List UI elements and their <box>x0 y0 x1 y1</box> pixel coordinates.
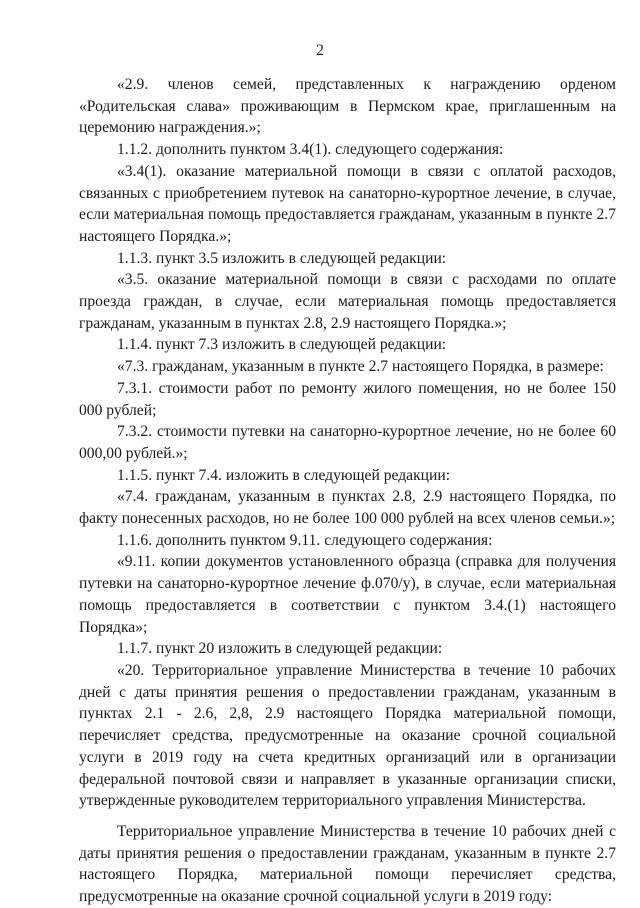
paragraph-1-1-3: 1.1.3. пункт 3.5 изложить в следующей редакции: <box>117 249 447 267</box>
paragraph-1-1-5: 1.1.5. пункт 7.4. изложить в следующей редакции: <box>117 466 451 484</box>
paragraph-20-quote: «20. Территориальное управление Министерства в течение 10 рабочих дней с даты принятия решения о предоставлении гражданам, указанным в пунктах 2.1 - 2.6, 2,8, 2.9 настоящего Порядка материальной помощи, перечисляет средства, предусмотренные на оказание срочной социальной услуги в 2019 году на счета кредитных организаций или в организации федеральной почтовой связи и направляет в указанные организации списки, утвержденные руководителем территориального управления Министерства. <box>79 661 616 810</box>
paragraph-1-1-6: 1.1.6. дополнить пунктом 9.11. следующего содержания: <box>117 531 493 549</box>
paragraph-9-11-quote: «9.11. копии документов установленного образца (справка для получения путевки на санаторно-курортное лечение ф.070/у), в случае, если материальная помощь предоставляется в соответствии с пунктом 3.4.(1) настоящего Порядка»; <box>79 553 616 636</box>
paragraph-3-4-1-quote: «3.4(1). оказание материальной помощи в связи с оплатой расходов, связанных с приобретением путевок на санаторно-курортное лечение, в случае, если материальная помощь предоставляется гражданам, указанным в пункте 2.7 настоящего Порядка.»; <box>79 162 616 245</box>
paragraph-2-9-quote: «2.9. членов семей, представленных к награждению орденом «Родительская слава» проживающим в Пермском крае, приглашенным на церемонию награждения.»; <box>79 76 616 137</box>
document-body <box>79 74 616 908</box>
paragraph-7-4-quote: «7.4. гражданам, указанным в пунктах 2.8, 2.9 настоящего Порядка, по факту понесенных расходов, но не более 100 000 рублей на всех членов семьи.»; <box>79 488 616 528</box>
paragraph-7-3-2: 7.3.2. стоимости путевки на санаторно-курортное лечение, но не более 60 000,00 рублей.»; <box>79 423 616 462</box>
paragraph-1-1-4: 1.1.4. пункт 7.3 изложить в следующей редакции: <box>117 336 447 354</box>
paragraph-1-1-7: 1.1.7. пункт 20 изложить в следующей редакции: <box>117 640 443 658</box>
paragraph-3-5-quote: «3.5. оказание материальной помощи в связи с расходами по оплате проезда граждан, в случае, если материальная помощь предоставляется гражданам, указанным в пунктах 2.8, 2.9 настоящего Порядка.»; <box>79 271 616 332</box>
page-number: 2 <box>316 42 324 59</box>
paragraph-20-second: Территориальное управление Министерства в течение 10 рабочих дней с даты принятия решения о предоставлении гражданам, указанным в пункте 2.7 настоящего Порядка, материальной помощи перечисляет средства, предусмотренные на оказание срочной социальной услуги в 2019 году: <box>79 822 616 906</box>
paragraph-7-3-quote: «7.3. гражданам, указанным в пункте 2.7 настоящего Порядка, в размере: <box>117 358 604 376</box>
paragraph-7-3-1: 7.3.1. стоимости работ по ремонту жилого помещения, но не более 150 000 рублей; <box>79 379 616 419</box>
paragraph-1-1-2: 1.1.2. дополнить пунктом 3.4(1). следующего содержания: <box>117 141 504 159</box>
